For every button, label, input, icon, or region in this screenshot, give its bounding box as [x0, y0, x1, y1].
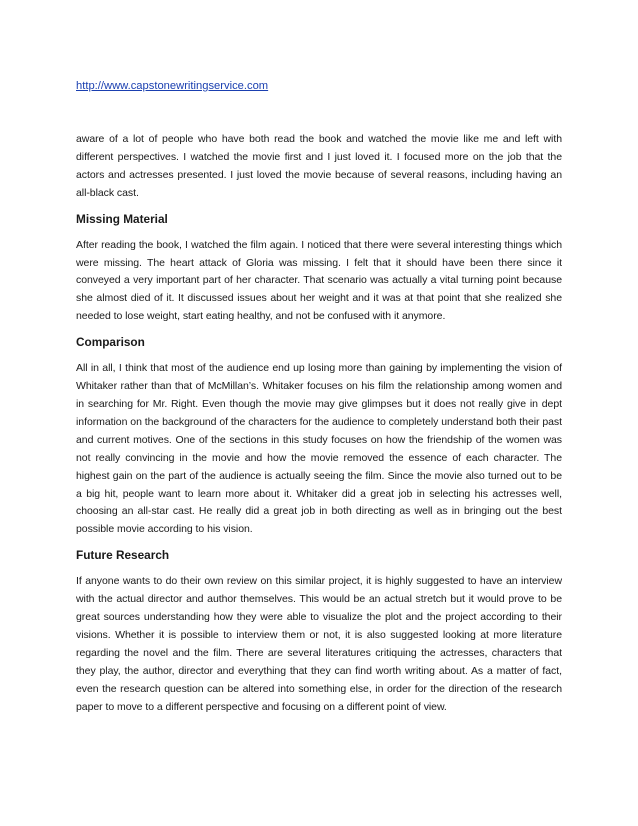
section-heading-comparison: Comparison — [76, 335, 145, 350]
future-research-paragraph: If anyone wants to do their own review on this similar project, it is highly suggested to have an interview with the actual director and author themselves. This would be an actual stretch but it would prove to be great sources understanding how they were able to visualize the plot and the project according to their visions. Whether it is possible to interview them or not, it is also suggested looking at more literature regarding the novel and the film. There are several literatures critiquing the actresses, characters that they play, the author, director and everything that they can find worth writing about. As a matter of fact, even the research question can be altered into something else, in order for the direction of the research paper to move to a different perspective and focusing on a different point of view. — [76, 575, 562, 713]
intro-paragraph: aware of a lot of people who have both read the book and watched the movie like me and left with different perspectives. I watched the movie first and I just loved it. I focused more on the job that the actors and actresses presented. I just loved the movie because of several reasons, including having an all-black cast. — [76, 133, 562, 199]
document-body — [76, 131, 562, 716]
missing-material-paragraph: After reading the book, I watched the film again. I noticed that there were several interesting things which were missing. The heart attack of Gloria was missing. I felt that it should have been there since it conveyed a very important part of her character. That scenario was actually a vital turning point because she almost died of it. It discussed issues about her weight and it was at that point that she realized she needed to lose weight, start eating healthy, and not be confused with it anymore. — [76, 238, 562, 323]
section-heading-missing-material: Missing Material — [76, 211, 168, 226]
header-website-link[interactable]: http://www.capstonewritingservice.com — [76, 80, 269, 92]
comparison-paragraph: All in all, I think that most of the audience end up losing more than gaining by implementing the vision of Whitaker rather than that of McMillan’s. Whitaker focuses on his film the relationship among women and in searching for Mr. Right. Even though the movie may give glimpses but it does not really give in dept information on the background of the characters for the audience to completely understand both their past and current motives. One of the sections in this study focuses on how the friendship of the women was not really convincing in the movie and how the movie removed the essence of each character. The highest gain on the part of the audience is actually seeing the film. Since the movie also turned out to be a big hit, people want to learn more about it. Whitaker did a great job in selecting his actresses well, choosing an all-star cast. He really did a great job in both directing as well as in bringing out the best possible movie according to his vision. — [76, 362, 562, 536]
section-heading-future-research: Future Research — [76, 548, 170, 563]
